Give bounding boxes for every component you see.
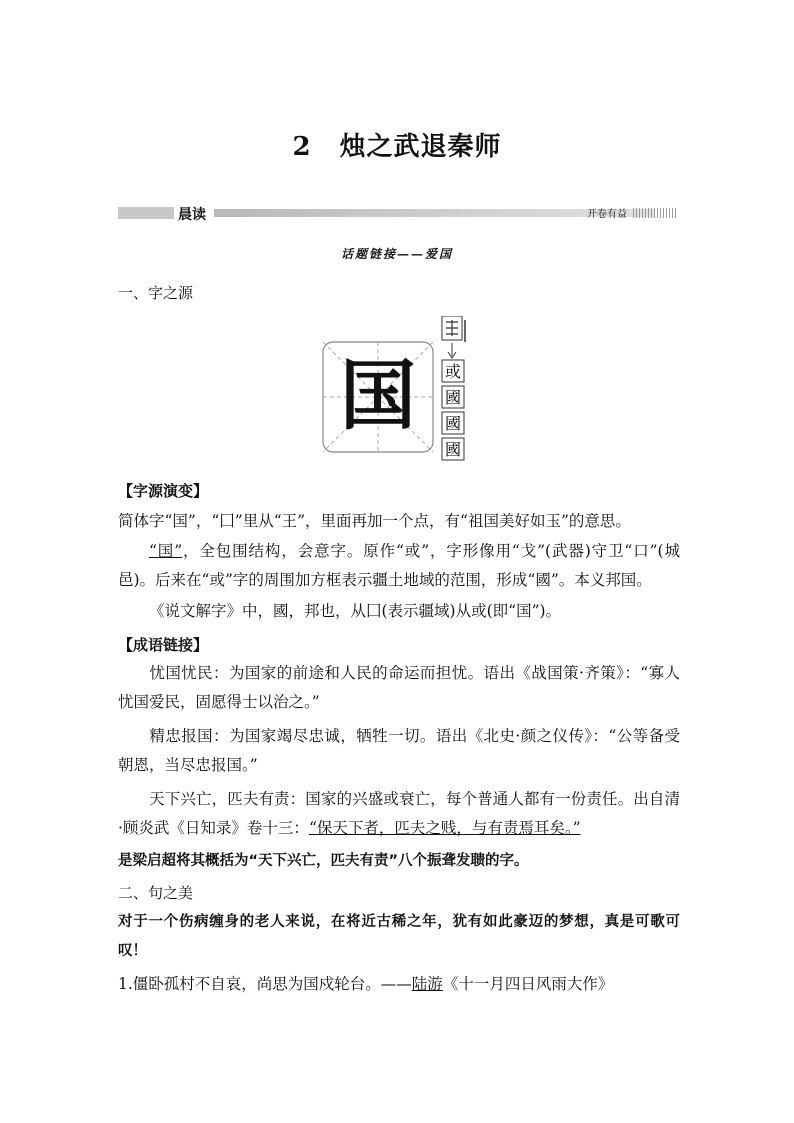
banner-label: 晨读 [178,207,206,223]
evolution-char-2: 國 [444,388,462,407]
cheng-yu-p3-text: 天下兴亡，匹夫有责：国家的兴盛或衰亡，每个普通人都有一份责任。出自清·顾炎武《日知录》卷十三： [118,790,680,837]
cheng-yu-paragraph-1 [118,659,680,717]
ju-zhi-mei-p1-text: 对于一个伤病缠身的老人来说，在将近古稀之年，犹有如此豪迈的梦想，真是可歌可叹！ [118,914,680,959]
evolution-char-3: 國 [444,414,462,433]
cheng-yu-paragraph-3 [118,785,680,843]
ju-zhi-mei-paragraph-1 [118,908,680,966]
banner-left-block [118,207,174,219]
character-evolution-figure [322,316,472,468]
banner-ticks [633,208,678,218]
cheng-yu-p3-quote: “保天下者，匹夫之贱，与有责焉耳矣。” [308,819,581,837]
lesson-number: 2 [292,132,312,162]
banner-right-label: 开卷有益 [587,209,627,220]
item1-work: 《十一月四日风雨大作》 [442,975,614,993]
evolution-char-1: 或 [444,362,462,381]
cheng-yu-paragraph-2 [118,722,680,780]
zi-yuan-paragraph-3 [118,597,680,626]
ju-zhi-mei-item-1 [118,970,680,999]
item1-author: 陆游 [411,975,443,993]
cheng-yu-paragraph-4 [118,847,680,876]
zi-yuan-paragraph-1 [118,507,680,536]
cheng-yu-p1-text: 忧国忧民：为国家的前途和人民的命运而担忧。语出《战国策·齐策》：“寡人忧国爱民，固愿得士以治之。” [118,664,680,711]
main-character: 国 [340,351,416,440]
zi-yuan-p3-text: 《说文解字》中，國，邦也，从囗(表示疆域)从或(即“国”)。 [149,602,562,620]
ancient-glyph-icon [446,320,458,336]
lesson-title: 烛之武退秦师 [339,132,502,162]
zi-yuan-heading: 【字源演变】 [118,482,209,500]
section-heading-1: 一、字之源 [118,284,194,302]
page-title [0,126,794,163]
section-banner [118,205,678,221]
cheng-yu-p2-text: 精忠报国：为国家竭尽忠诚，牺牲一切。语出《北史·颜之仪传》：“公等备受朝恩，当尽忠报国。” [118,727,680,774]
topic-link: 话题链接——爱国 [340,247,453,261]
cheng-yu-p4-text: 是梁启超将其概括为“天下兴亡，匹夫有责”八个振聋发聩的字。 [118,853,529,869]
evolution-char-4: 國 [444,440,462,459]
zi-yuan-paragraph-2 [118,537,680,595]
zi-yuan-p2-text: ，全包围结构，会意字。原作“或”，字形像用“戈”(武器)守卫“口”(城邑)。后来在“或”字的周围加方框表示疆土地域的范围，形成“國”。本义邦国。 [118,542,680,589]
character-figure-svg [322,316,472,468]
section-heading-2: 二、句之美 [118,884,194,902]
zi-yuan-p2-underlined: “国” [149,542,183,560]
item1-text: 1.僵卧孤村不自哀，尚思为国戍轮台。—— [118,975,412,993]
zi-yuan-p1-text: 简体字“国”，“囗”里从“王”，里面再加一个点，有“祖国美好如玉”的意思。 [118,512,631,530]
cheng-yu-heading: 【成语链接】 [118,636,209,654]
